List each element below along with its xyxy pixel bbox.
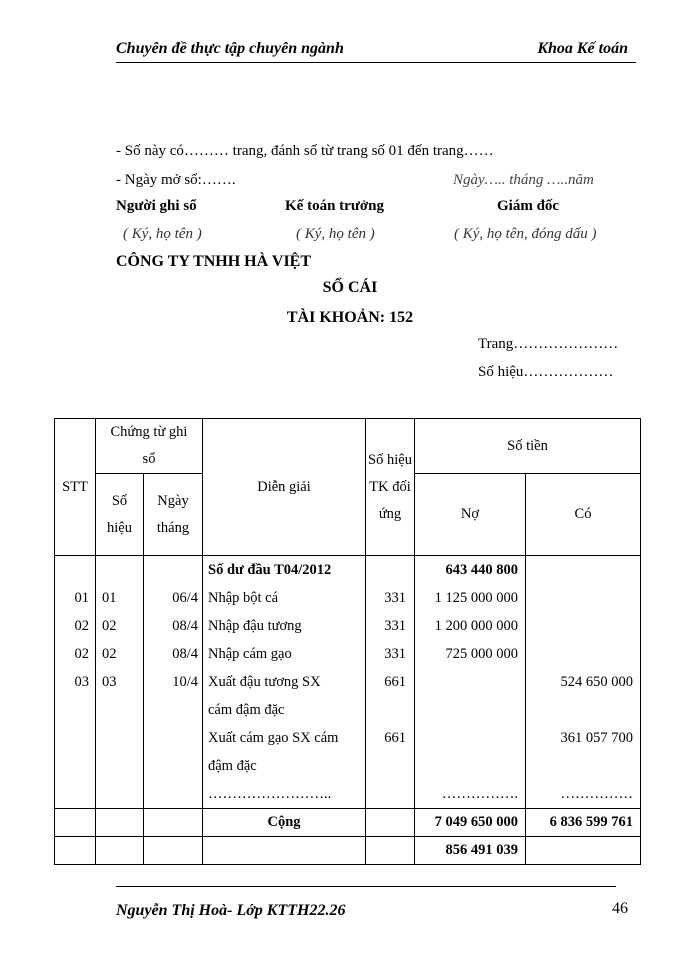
closing-debit: 856 491 039	[415, 837, 526, 865]
table-cell: 02	[74, 646, 89, 662]
signature-chief-accountant-note: ( Ký, họ tên )	[296, 226, 375, 242]
table-cell: Xuất cám gạo SX cám	[208, 730, 339, 746]
total-credit: 6 836 599 761	[526, 809, 641, 837]
table-cell: Nhập đậu tương	[208, 618, 302, 634]
table-cell: …………….	[441, 786, 518, 802]
table-cell: 661	[384, 730, 406, 746]
signature-director-title: Giám đốc	[497, 198, 560, 214]
header-credit: Có	[526, 474, 641, 556]
table-cell: 02	[102, 618, 117, 634]
signature-chief-accountant-title: Kế toán trưởng	[285, 198, 384, 214]
header-voucher-no: Số hiệu	[96, 474, 144, 556]
header-description: Diễn giải	[203, 419, 366, 556]
running-header-right: Khoa Kế toán	[537, 40, 628, 57]
table-cell: 331	[384, 618, 406, 634]
table-cell: ……………………..	[208, 786, 332, 802]
table-cell: 331	[384, 646, 406, 662]
signature-bookkeeper-title: Người ghi sổ	[116, 198, 197, 214]
table-cell: 03	[74, 674, 89, 690]
total-debit: 7 049 650 000	[415, 809, 526, 837]
credit-column	[526, 556, 641, 809]
header-debit: Nợ	[415, 474, 526, 556]
number-field: Số hiệu………………	[478, 364, 614, 380]
company-name: CÔNG TY TNHH HÀ VIỆT	[116, 253, 312, 270]
header-contra-account: Số hiệu TK đối ứng	[366, 419, 415, 556]
table-cell: 661	[384, 674, 406, 690]
table-cell: 03	[102, 674, 117, 690]
opening-balance-debit: 643 440 800	[445, 562, 518, 578]
account-title: TÀI KHOẢN: 152	[286, 309, 414, 326]
page-count-line: - Số này có……… trang, đánh số từ trang số 01 đến trang……	[116, 143, 494, 159]
table-cell: 08/4	[172, 618, 198, 634]
header-rule	[116, 62, 636, 63]
date-placeholder: Ngày….. tháng …..năm	[453, 172, 594, 188]
table-cell: 725 000 000	[445, 646, 518, 662]
footer-author: Nguyễn Thị Hoà- Lớp KTTH22.26	[116, 902, 346, 919]
opening-balance-label: Số dư đầu T04/2012	[208, 562, 332, 578]
table-cell: 10/4	[172, 674, 198, 690]
table-cell: 1 125 000 000	[434, 590, 518, 606]
table-cell: 1 200 000 000	[434, 618, 518, 634]
contra-column	[366, 556, 415, 809]
closing-row	[55, 837, 641, 865]
stt-column	[55, 556, 96, 809]
ledger-table	[54, 418, 641, 865]
header-voucher: Chứng từ ghi sổ	[96, 419, 203, 474]
table-cell: 06/4	[172, 590, 198, 606]
total-label: Cộng	[203, 809, 366, 837]
table-cell: 331	[384, 590, 406, 606]
table-cell: 524 650 000	[560, 674, 633, 690]
page-field: Trang…………………	[478, 336, 619, 352]
table-cell: 361 057 700	[560, 730, 633, 746]
page-number: 46	[612, 900, 628, 917]
header-voucher-date: Ngày tháng	[144, 474, 203, 556]
description-column	[203, 556, 366, 809]
running-header-left: Chuyên đề thực tập chuyên ngành	[116, 40, 344, 57]
table-cell: 02	[102, 646, 117, 662]
table-cell: 01	[74, 590, 89, 606]
table-cell: đậm đặc	[208, 758, 257, 774]
table-cell: 08/4	[172, 646, 198, 662]
debit-column	[415, 556, 526, 809]
book-title: SỔ CÁI	[322, 279, 378, 296]
signature-bookkeeper-note: ( Ký, họ tên )	[123, 226, 202, 242]
open-date-line: - Ngày mở sổ:…….	[116, 172, 236, 188]
table-cell: 01	[102, 590, 117, 606]
table-cell: Nhập cám gạo	[208, 646, 292, 662]
signature-director-note: ( Ký, họ tên, đóng dấu )	[454, 226, 597, 242]
voucher-date-column	[144, 556, 203, 809]
voucher-no-column	[96, 556, 144, 809]
header-amount: Số tiền	[415, 419, 641, 474]
table-cell: Nhập bột cá	[208, 590, 279, 606]
table-cell: ……………	[560, 786, 633, 802]
total-row	[55, 809, 641, 837]
table-cell: cám đậm đặc	[208, 702, 285, 718]
table-cell: 02	[74, 618, 89, 634]
header-stt: STT	[55, 419, 96, 556]
footer-rule	[116, 886, 616, 887]
table-cell: Xuất đậu tương SX	[208, 674, 321, 690]
